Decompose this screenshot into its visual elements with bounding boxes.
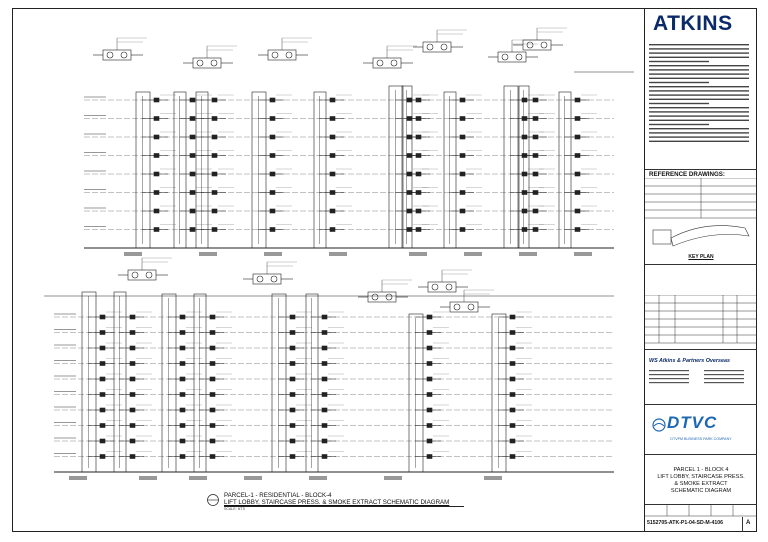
revision-table-cell [645,265,757,350]
status-row [645,505,757,517]
drawing-title-line: LIFT LOBBY, STAIRCASE PRESS. [657,474,745,480]
lower-shaft [306,294,344,472]
logo-notes-cell [645,8,757,170]
note-line [649,115,749,116]
upper-shaft [559,92,597,248]
lower-fan-unit [358,280,412,302]
address-line [704,370,744,371]
company-address-text [649,370,753,400]
lower-shaft [162,294,202,472]
upper-fan-unit [488,40,542,62]
lower-shaft [194,294,232,472]
note-line [649,65,749,66]
reference-drawings-cell [645,170,757,265]
drawing-title-cell [645,455,757,505]
note-line [649,44,749,45]
note-line [649,120,749,121]
note-line [649,78,749,79]
upper-label-mark [264,252,282,256]
note-line [649,57,749,58]
lower-label-mark [244,476,262,480]
lower-shaft [114,292,152,472]
client-logo-icon [651,417,667,433]
note-line [649,111,749,112]
upper-shaft [174,92,212,248]
note-line [649,94,749,95]
client-cell [645,405,757,455]
revision-divider [742,517,743,532]
note-line [649,90,749,91]
company-name: WS Atkins & Partners Overseas [649,358,730,364]
note-line [649,86,749,87]
lower-label-mark [189,476,207,480]
upper-label-mark [329,252,347,256]
upper-shaft [402,86,438,248]
address-line [704,374,744,375]
lower-shaft [82,292,122,472]
lower-floor-levels [54,314,614,457]
note-line [649,132,749,133]
drawing-title-line: SCHEMATIC DIAGRAM [670,488,732,494]
upper-label-mark [409,252,427,256]
drawing-number: 5152705-ATK-P1-04-SD-M-4106 [647,520,724,526]
client-tagline: DTVPM BUSINESS PARK COMPANY [670,437,732,441]
section-marker-icon [205,494,221,506]
reference-drawings-heading: REFERENCE DRAWINGS: [649,171,725,178]
lower-label-mark [139,476,157,480]
address-line [649,374,689,375]
upper-label-mark [519,252,537,256]
note-line [649,48,749,49]
upper-fan-unit [258,38,312,60]
lower-shaft [409,312,449,472]
key-plan-block [653,230,671,244]
lower-fan-unit [418,270,472,292]
lower-fan-unit [243,262,297,284]
caption-scale: SCALE: NTS [224,507,245,511]
client-logo: DTVC [667,413,718,432]
address-line [649,370,689,371]
key-plan-curve [671,226,749,246]
caption-subtitle: LIFT LOBBY, STAIRCASE PRESS. & SMOKE EXTRACT SCHEMATIC DIAGRAM [224,499,450,506]
lower-fan-unit [118,258,172,280]
address-line [649,378,689,379]
lower-label-mark [309,476,327,480]
drawing-title-line: & SMOKE EXTRACT [674,481,728,487]
upper-shaft [136,92,176,248]
upper-fan-unit [93,38,147,60]
upper-fan-unit [363,46,417,68]
note-line [649,73,749,74]
upper-label-mark [464,252,482,256]
lower-label-mark [69,476,87,480]
title-block [644,8,757,532]
upper-label-mark [574,252,592,256]
key-plan-label: KEY PLAN [688,254,714,260]
upper-fan-unit [183,46,237,68]
general-notes-text-block [649,44,753,154]
note-line [649,52,749,53]
lower-label-mark [384,476,402,480]
note-line [649,141,749,142]
company-cell [645,350,757,405]
address-line [704,378,744,379]
address-line [704,382,744,383]
upper-shaft [444,92,482,248]
note-line [649,103,709,104]
upper-shaft [504,86,544,248]
note-line [649,99,749,100]
address-line [649,382,689,383]
note-line [649,124,709,125]
note-line [649,61,709,62]
note-line [649,69,749,70]
upper-shaft [519,86,555,248]
upper-fan-unit [413,30,467,52]
caption-underline [224,506,464,507]
upper-shaft [314,92,352,248]
upper-fan-unit [513,28,567,50]
lower-shaft [492,312,532,472]
lower-label-mark [484,476,502,480]
caption-title: PARCEL-1 - RESIDENTIAL - BLOCK-4 [224,492,332,499]
upper-shaft [389,86,429,248]
note-line [649,82,709,83]
note-line [649,136,749,137]
upper-label-mark [124,252,142,256]
reference-table [645,178,757,264]
revision-table [645,295,757,350]
drawing-title-line: PARCEL 1 - BLOCK 4 [673,467,729,473]
schematic-diagram [14,12,644,530]
lower-fan-unit [440,290,494,312]
upper-shaft [252,92,292,248]
drawing-number-cell [645,505,757,532]
revision-letter: A [746,520,751,526]
atkins-logo: ATKINS [653,12,733,35]
drawing-title [645,467,757,495]
note-line [649,128,749,129]
upper-label-mark [199,252,217,256]
note-line [649,107,749,108]
